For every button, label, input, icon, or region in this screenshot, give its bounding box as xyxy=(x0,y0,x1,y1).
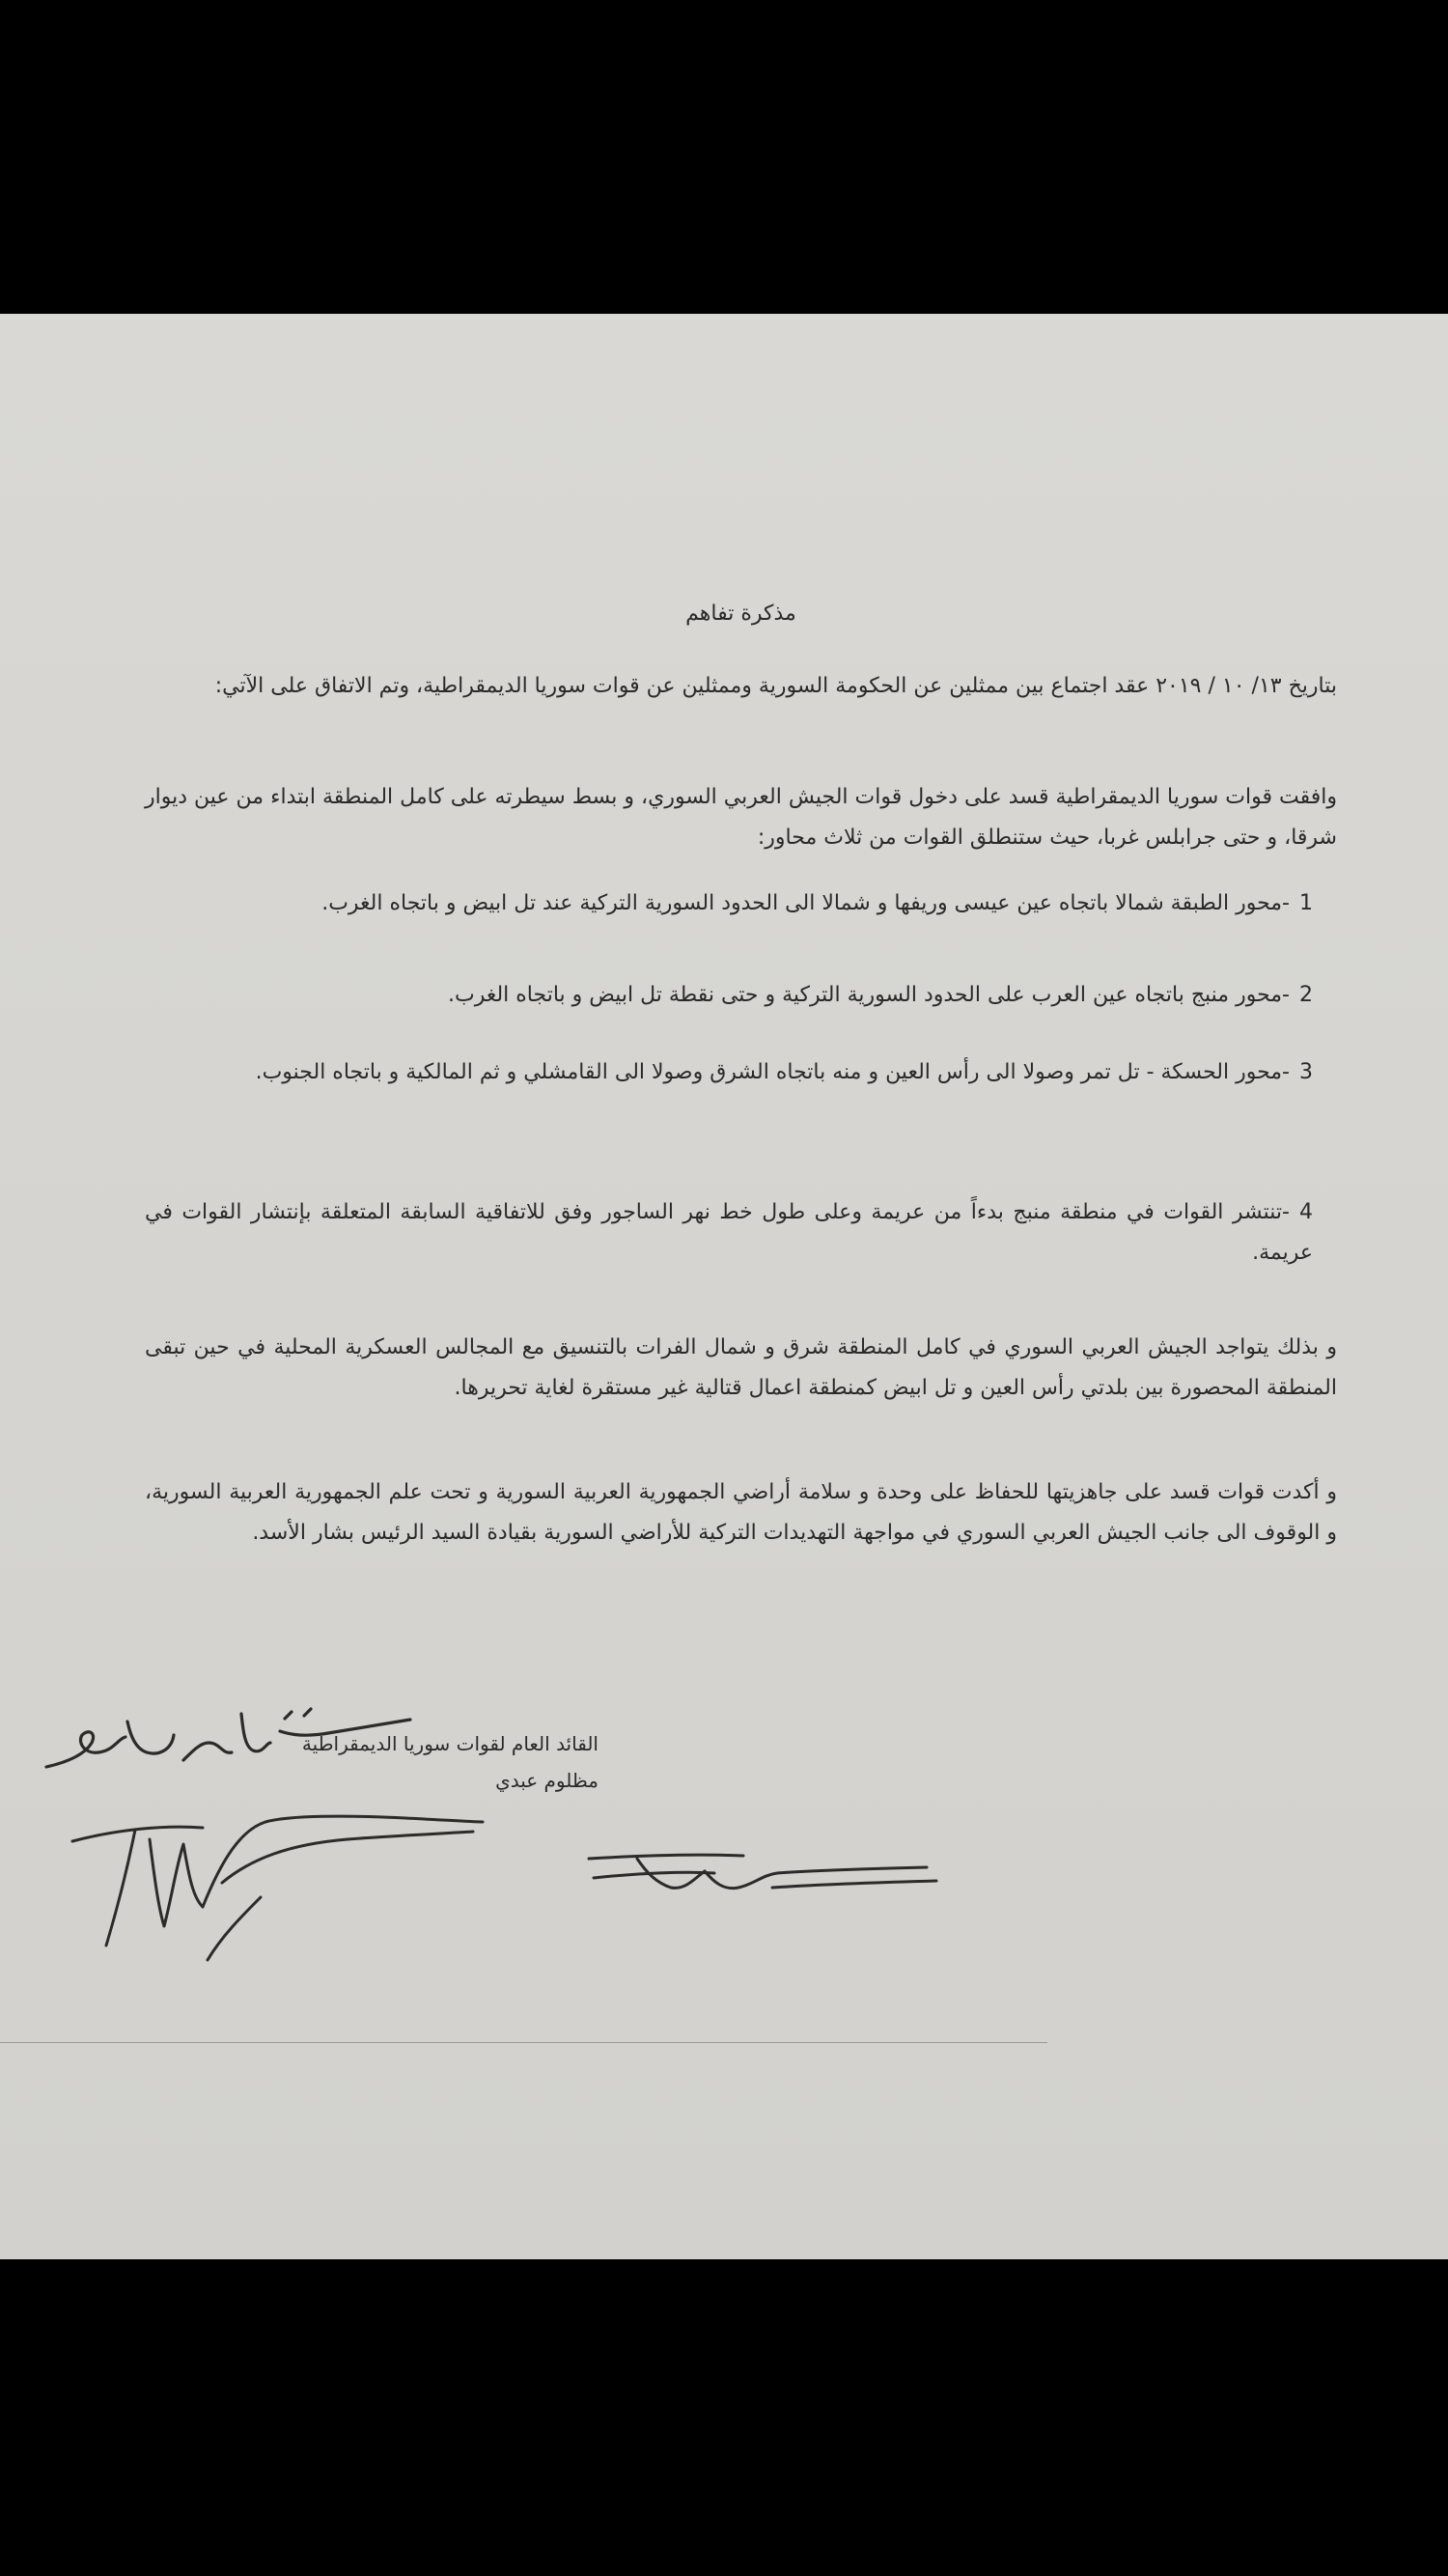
axis-item-3 xyxy=(145,1052,1313,1093)
memo-title: مذكرة تفاهم xyxy=(685,602,796,626)
axis-item-2 xyxy=(145,975,1313,1016)
signer-name: مظلوم عبدي xyxy=(495,1769,599,1792)
agreement-paragraph: وافقت قوات سوريا الديمقراطية قسد على دخول قوات الجيش العربي السوري، و بسط سيطرته على كامل المنطقة ابتداء من عين ديوار شرقا، و حتى جرابلس غربا، حيث ستنطلق القوات من ثلاث محاور: xyxy=(145,785,1337,850)
axis-text: -محور الحسكة - تل تمر وصولا الى رأس العين و منه باتجاه الشرق وصولا الى القامشلي و ثم المالكية و باتجاه الجنوب. xyxy=(255,1060,1290,1084)
axis-item-1 xyxy=(145,883,1313,924)
intro-paragraph: بتاريخ ١٣/ ١٠ / ٢٠١٩ عقد اجتماع بين ممثلين عن الحكومة السورية وممثلين عن قوات سوريا الديمقراطية، وتم الاتفاق على الآتي: xyxy=(214,674,1337,698)
axis-text: -محور الطبقة شمالا باتجاه عين عيسى وريفها و شمالا الى الحدود السورية التركية عند تل ابيض و باتجاه الغرب. xyxy=(321,891,1290,915)
axis-number: 4 xyxy=(1299,1200,1313,1224)
confirm-paragraph: و أكدت قوات قسد على جاهزيتها للحفاظ على وحدة و سلامة أراضي الجمهورية العربية السورية و تحت علم الجمهورية العربية السورية، و الوقوف الى جانب الجيش العربي السوري في مواجهة التهديدات التركية للأراضي السورية بقيادة السيد الرئيس بشار الأسد. xyxy=(145,1480,1337,1545)
bottom-rule xyxy=(0,2042,1047,2043)
army-paragraph: و بذلك يتواجد الجيش العربي السوري في كامل المنطقة شرق و شمال الفرات بالتنسيق مع المجالس العسكرية المحلية في حين تبقى المنطقة المحصورة بين بلدتي رأس العين و تل ابيض كمنطقة اعمال قتالية غير مستقرة لغاية تحريرها. xyxy=(145,1335,1337,1400)
axis-text: -محور منبج باتجاه عين العرب على الحدود السورية التركية و حتى نقطة تل ابيض و باتجاه الغرب. xyxy=(448,983,1290,1007)
signature-mark-right xyxy=(579,1834,946,1912)
axis-number: 3 xyxy=(1299,1060,1313,1084)
memo-paper xyxy=(0,314,1448,2259)
handwritten-name-signature xyxy=(39,1675,425,1791)
axis-text: -تنتشر القوات في منطقة منبج بدءاً من عريمة وعلى طول خط نهر الساجور وفق للاتفاقية السابقة المتعلقة بإنتشار القوات في عريمة. xyxy=(145,1200,1313,1265)
axis-item-4 xyxy=(145,1192,1313,1274)
axis-number: 2 xyxy=(1299,983,1313,1007)
signature-mark-left xyxy=(58,1791,492,1984)
axis-number: 1 xyxy=(1299,891,1313,915)
signer-title: القائد العام لقوات سوريا الديمقراطية xyxy=(301,1732,599,1755)
